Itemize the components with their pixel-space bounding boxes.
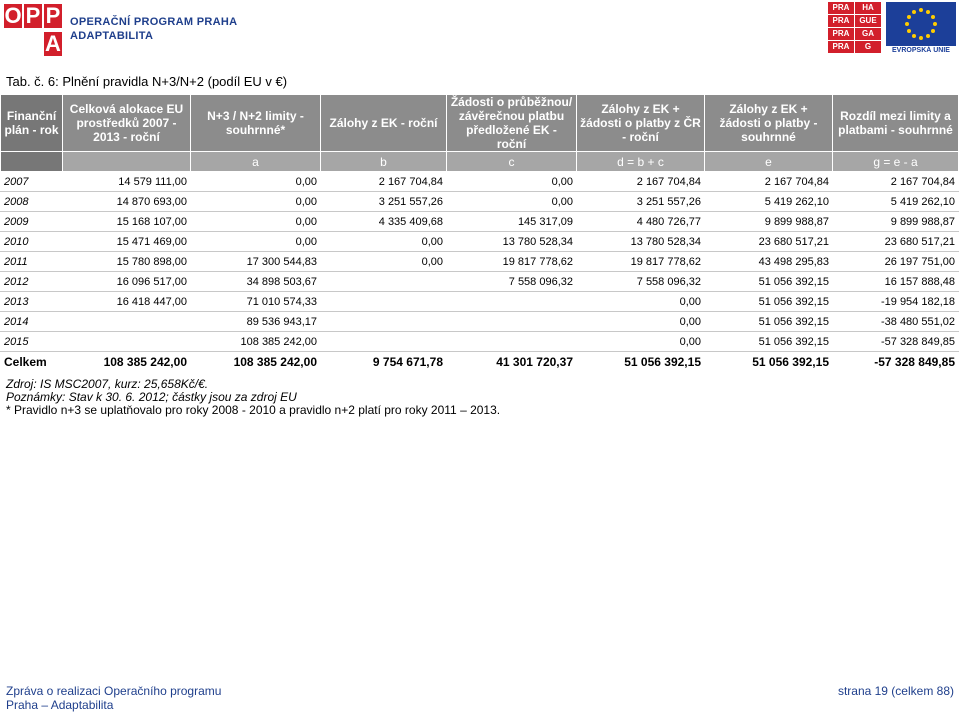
opp-logo-line1: OPERAČNÍ PROGRAM PRAHA — [70, 16, 238, 28]
table-caption: Tab. č. 6: Plnění pravidla N+3/N+2 (podíl EU v €) — [6, 74, 288, 89]
value-cell: 0,00 — [447, 172, 577, 192]
formula-cell: b — [321, 152, 447, 172]
eu-logo — [886, 2, 956, 56]
value-cell: 0,00 — [447, 192, 577, 212]
column-header: Rozdíl mezi limity a platbami - souhrnné — [833, 95, 959, 152]
value-cell — [321, 272, 447, 292]
value-cell: -38 480 551,02 — [833, 312, 959, 332]
table-row — [1, 252, 959, 272]
total-cell: 41 301 720,37 — [447, 352, 577, 372]
value-cell: 15 471 469,00 — [63, 232, 191, 252]
table-row — [1, 232, 959, 252]
opp-logo-mark — [4, 4, 62, 56]
value-cell: 15 168 107,00 — [63, 212, 191, 232]
value-cell: 14 870 693,00 — [63, 192, 191, 212]
value-cell — [321, 292, 447, 312]
value-cell: 4 480 726,77 — [577, 212, 705, 232]
value-cell: 2 167 704,84 — [321, 172, 447, 192]
value-cell: 2 167 704,84 — [833, 172, 959, 192]
praha-logo — [828, 2, 882, 56]
value-cell: 0,00 — [321, 252, 447, 272]
value-cell — [447, 312, 577, 332]
total-cell: 51 056 392,15 — [577, 352, 705, 372]
value-cell: 43 498 295,83 — [705, 252, 833, 272]
value-cell: 15 780 898,00 — [63, 252, 191, 272]
column-header: Finanční plán - rok — [1, 95, 63, 152]
value-cell: 16 418 447,00 — [63, 292, 191, 312]
year-cell: 2012 — [1, 272, 63, 292]
remarks-note: Poznámky: Stav k 30. 6. 2012; částky jsou za zdroj EU — [6, 390, 297, 404]
value-cell: 51 056 392,15 — [705, 312, 833, 332]
eu-label: EVROPSKÁ UNIE — [892, 47, 950, 54]
year-cell: 2010 — [1, 232, 63, 252]
eu-flag-icon — [886, 2, 956, 46]
praha-cell: PRA — [828, 2, 854, 14]
table-row — [1, 292, 959, 312]
praha-cell: HA — [855, 2, 881, 14]
formula-cell: a — [191, 152, 321, 172]
source-note: Zdroj: IS MSC2007, kurz: 25,658Kč/€. — [6, 377, 209, 391]
column-header: N+3 / N+2 limity - souhrnné* — [191, 95, 321, 152]
value-cell: 26 197 751,00 — [833, 252, 959, 272]
page-number: strana 19 (celkem 88) — [837, 684, 954, 698]
value-cell: 16 096 517,00 — [63, 272, 191, 292]
value-cell: 2 167 704,84 — [705, 172, 833, 192]
praha-cell: G — [855, 41, 881, 53]
total-cell: 51 056 392,15 — [705, 352, 833, 372]
value-cell: 19 817 778,62 — [577, 252, 705, 272]
value-cell: 3 251 557,26 — [577, 192, 705, 212]
table-row — [1, 312, 959, 332]
year-cell: 2014 — [1, 312, 63, 332]
value-cell: 0,00 — [577, 312, 705, 332]
total-cell: 9 754 671,78 — [321, 352, 447, 372]
value-cell: 7 558 096,32 — [577, 272, 705, 292]
total-label: Celkem — [1, 352, 63, 372]
value-cell: 17 300 544,83 — [191, 252, 321, 272]
formula-row — [1, 152, 959, 172]
value-cell: 4 335 409,68 — [321, 212, 447, 232]
opp-letter: P — [25, 3, 41, 28]
value-cell: 23 680 517,21 — [833, 232, 959, 252]
value-cell: 13 780 528,34 — [447, 232, 577, 252]
value-cell: 0,00 — [577, 292, 705, 312]
value-cell: 34 898 503,67 — [191, 272, 321, 292]
value-cell: 71 010 574,33 — [191, 292, 321, 312]
value-cell: 0,00 — [577, 332, 705, 352]
formula-cell: d = b + c — [577, 152, 705, 172]
value-cell: 51 056 392,15 — [705, 272, 833, 292]
column-header: Celková alokace EU prostředků 2007 - 2013 - roční — [63, 95, 191, 152]
formula-cell — [63, 152, 191, 172]
value-cell: 7 558 096,32 — [447, 272, 577, 292]
value-cell — [321, 312, 447, 332]
value-cell — [447, 292, 577, 312]
year-cell: 2015 — [1, 332, 63, 352]
total-cell: 108 385 242,00 — [63, 352, 191, 372]
year-cell: 2011 — [1, 252, 63, 272]
table-row — [1, 192, 959, 212]
value-cell: 145 317,09 — [447, 212, 577, 232]
opp-logo-line2: ADAPTABILITA — [70, 30, 154, 42]
value-cell: 19 817 778,62 — [447, 252, 577, 272]
value-cell: 13 780 528,34 — [577, 232, 705, 252]
footnote: * Pravidlo n+3 se uplatňovalo pro roky 2008 - 2010 a pravidlo n+2 platí pro roky 2011 – 2013. — [6, 403, 501, 417]
value-cell: 23 680 517,21 — [705, 232, 833, 252]
value-cell: 89 536 943,17 — [191, 312, 321, 332]
opp-logo — [4, 4, 244, 56]
praha-cell: PRA — [828, 28, 854, 40]
formula-cell: g = e - a — [833, 152, 959, 172]
column-header: Zálohy z EK + žádosti o platby z ČR - roční — [577, 95, 705, 152]
year-cell: 2013 — [1, 292, 63, 312]
opp-letter: P — [45, 3, 61, 28]
footer-line1: Zpráva o realizaci Operačního programu — [6, 684, 222, 698]
table-row — [1, 212, 959, 232]
value-cell: 14 579 111,00 — [63, 172, 191, 192]
value-cell — [63, 332, 191, 352]
formula-cell — [1, 152, 63, 172]
value-cell: 0,00 — [191, 212, 321, 232]
value-cell — [447, 332, 577, 352]
table-notes — [6, 378, 500, 417]
value-cell: 9 899 988,87 — [705, 212, 833, 232]
value-cell: 51 056 392,15 — [705, 292, 833, 312]
column-header: Zálohy z EK - roční — [321, 95, 447, 152]
value-cell: 5 419 262,10 — [833, 192, 959, 212]
value-cell: 0,00 — [191, 232, 321, 252]
footer-line2: Praha – Adaptabilita — [6, 698, 114, 712]
value-cell: 3 251 557,26 — [321, 192, 447, 212]
value-cell: -19 954 182,18 — [833, 292, 959, 312]
praha-cell: GA — [855, 28, 881, 40]
praha-cell: PRA — [828, 41, 854, 53]
year-cell: 2009 — [1, 212, 63, 232]
value-cell — [63, 312, 191, 332]
column-header: Zálohy z EK + žádosti o platby - souhrnné — [705, 95, 833, 152]
table-row — [1, 172, 959, 192]
value-cell: 108 385 242,00 — [191, 332, 321, 352]
total-cell: -57 328 849,85 — [833, 352, 959, 372]
opp-letter: O — [4, 3, 22, 28]
formula-cell: c — [447, 152, 577, 172]
value-cell: 0,00 — [321, 232, 447, 252]
value-cell: 2 167 704,84 — [577, 172, 705, 192]
opp-letter: A — [45, 31, 61, 56]
praha-cell: GUE — [855, 15, 881, 27]
column-header: Žádosti o průběžnou/ závěrečnou platbu předložené EK - roční — [447, 95, 577, 152]
table-header-row — [1, 95, 959, 152]
value-cell: 51 056 392,15 — [705, 332, 833, 352]
praha-cell: PRA — [828, 15, 854, 27]
total-row — [1, 352, 959, 372]
value-cell: 16 157 888,48 — [833, 272, 959, 292]
value-cell: 5 419 262,10 — [705, 192, 833, 212]
value-cell: 0,00 — [191, 192, 321, 212]
value-cell — [321, 332, 447, 352]
formula-cell: e — [705, 152, 833, 172]
value-cell: 0,00 — [191, 172, 321, 192]
year-cell: 2008 — [1, 192, 63, 212]
year-cell: 2007 — [1, 172, 63, 192]
table-row — [1, 272, 959, 292]
total-cell: 108 385 242,00 — [191, 352, 321, 372]
value-cell: -57 328 849,85 — [833, 332, 959, 352]
value-cell: 9 899 988,87 — [833, 212, 959, 232]
footer-report-title — [6, 684, 221, 712]
data-table — [0, 94, 959, 372]
table-row — [1, 332, 959, 352]
